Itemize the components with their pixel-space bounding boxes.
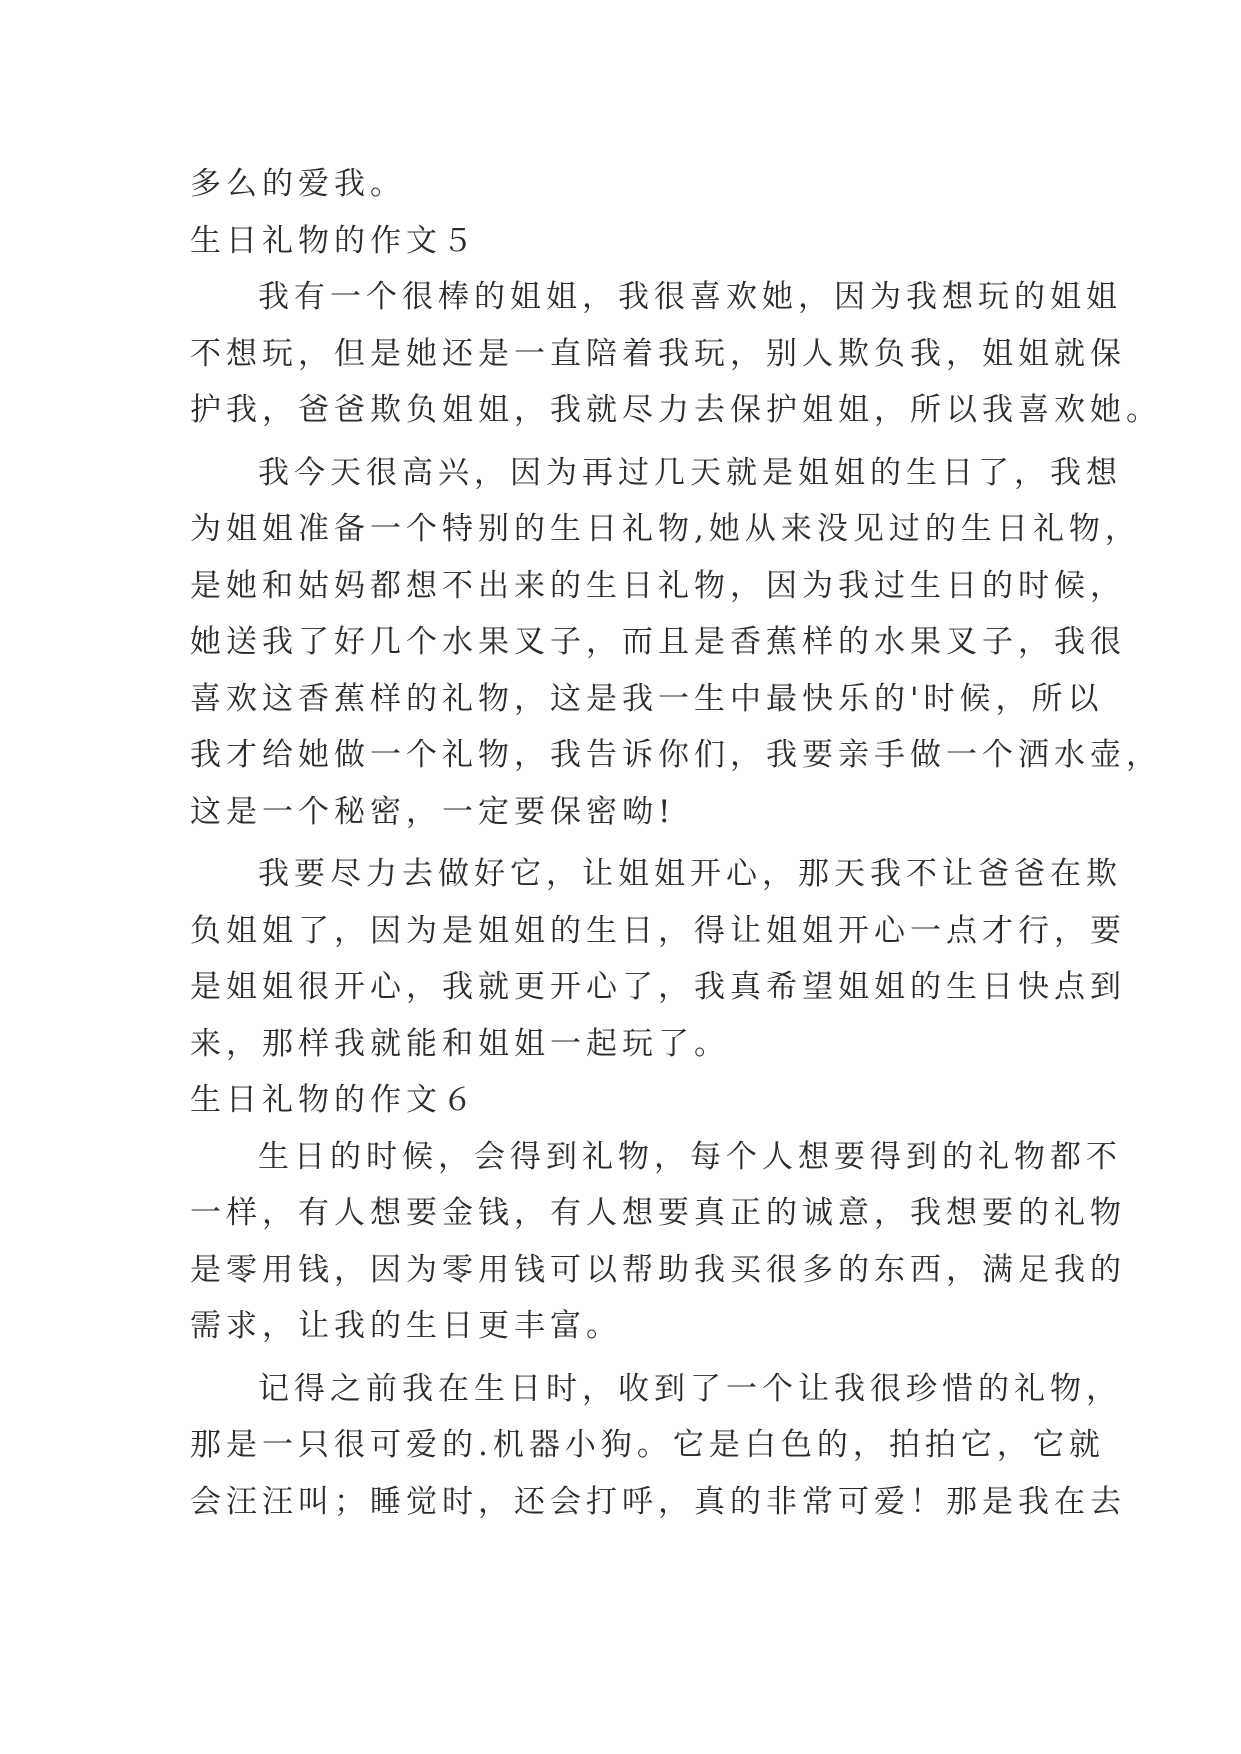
text-line: 护我，爸爸欺负姐姐，我就尽力去保护姐姐，所以我喜欢她。: [190, 392, 1162, 428]
text-line: 是她和姑妈都想不出来的生日礼物，因为我过生日的时候，: [190, 567, 1126, 604]
text-line: 会汪汪叫；睡觉时，还会打呼，真的非常可爱！那是我在去: [190, 1483, 1126, 1520]
paragraph: [190, 1361, 1126, 1531]
paragraph: [190, 269, 1162, 439]
text-line: 我今天很高兴，因为再过几天就是姐姐的生日了，我想: [258, 454, 1122, 491]
text-line: 我有一个很棒的姐姐，我很喜欢她，因为我想玩的姐姐: [258, 279, 1122, 315]
text-line: 来，那样我就能和姐姐一起玩了。: [190, 1025, 730, 1062]
text-line: 这是一个秘密，一定要保密呦!: [190, 793, 676, 830]
text-line: 记得之前我在生日时，收到了一个让我很珍惜的礼物，: [258, 1370, 1122, 1407]
text-line: 那是一只很可爱的.机器小狗。它是白色的，拍拍它，它就: [190, 1427, 1105, 1463]
paragraph: [190, 846, 1126, 1072]
paragraph: [190, 1129, 1126, 1355]
section-heading: 生日礼物的作文５: [190, 222, 478, 259]
section-heading: 生日礼物的作文６: [190, 1082, 478, 1118]
text-line: 是姐姐很开心，我就更开心了，我真希望姐姐的生日快点到: [190, 969, 1126, 1005]
text-line: 需求，让我的生日更丰富。: [190, 1308, 622, 1344]
paragraph: [190, 156, 1070, 213]
paragraph: [190, 445, 1162, 841]
text-line: 负姐姐了，因为是姐姐的生日，得让姐姐开心一点才行，要: [190, 912, 1126, 949]
document-body: [190, 156, 1162, 1530]
text-line: 是零用钱，因为零用钱可以帮助我买很多的东西，满足我的: [190, 1251, 1126, 1288]
text-line: 生日的时候，会得到礼物，每个人想要得到的礼物都不: [258, 1138, 1122, 1175]
text-line: 我要尽力去做好它，让姐姐开心，那天我不让爸爸在欺: [258, 856, 1122, 892]
text-line: 多么的爱我。: [190, 166, 406, 202]
text-line: 我才给她做一个礼物，我告诉你们，我要亲手做一个洒水壶，: [190, 737, 1162, 773]
text-line: 她送我了好几个水果叉子，而且是香蕉样的水果叉子，我很: [190, 624, 1126, 660]
text-line: 一样，有人想要金钱，有人想要真正的诚意，我想要的礼物: [190, 1195, 1126, 1231]
text-line: 不想玩，但是她还是一直陪着我玩，别人欺负我，姐姐就保: [190, 335, 1126, 372]
text-line: 为姐姐准备一个特别的生日礼物,她从来没见过的生日礼物，: [190, 511, 1141, 547]
text-line: 喜欢这香蕉样的礼物，这是我一生中最快乐的'时候，所以: [190, 680, 1104, 717]
